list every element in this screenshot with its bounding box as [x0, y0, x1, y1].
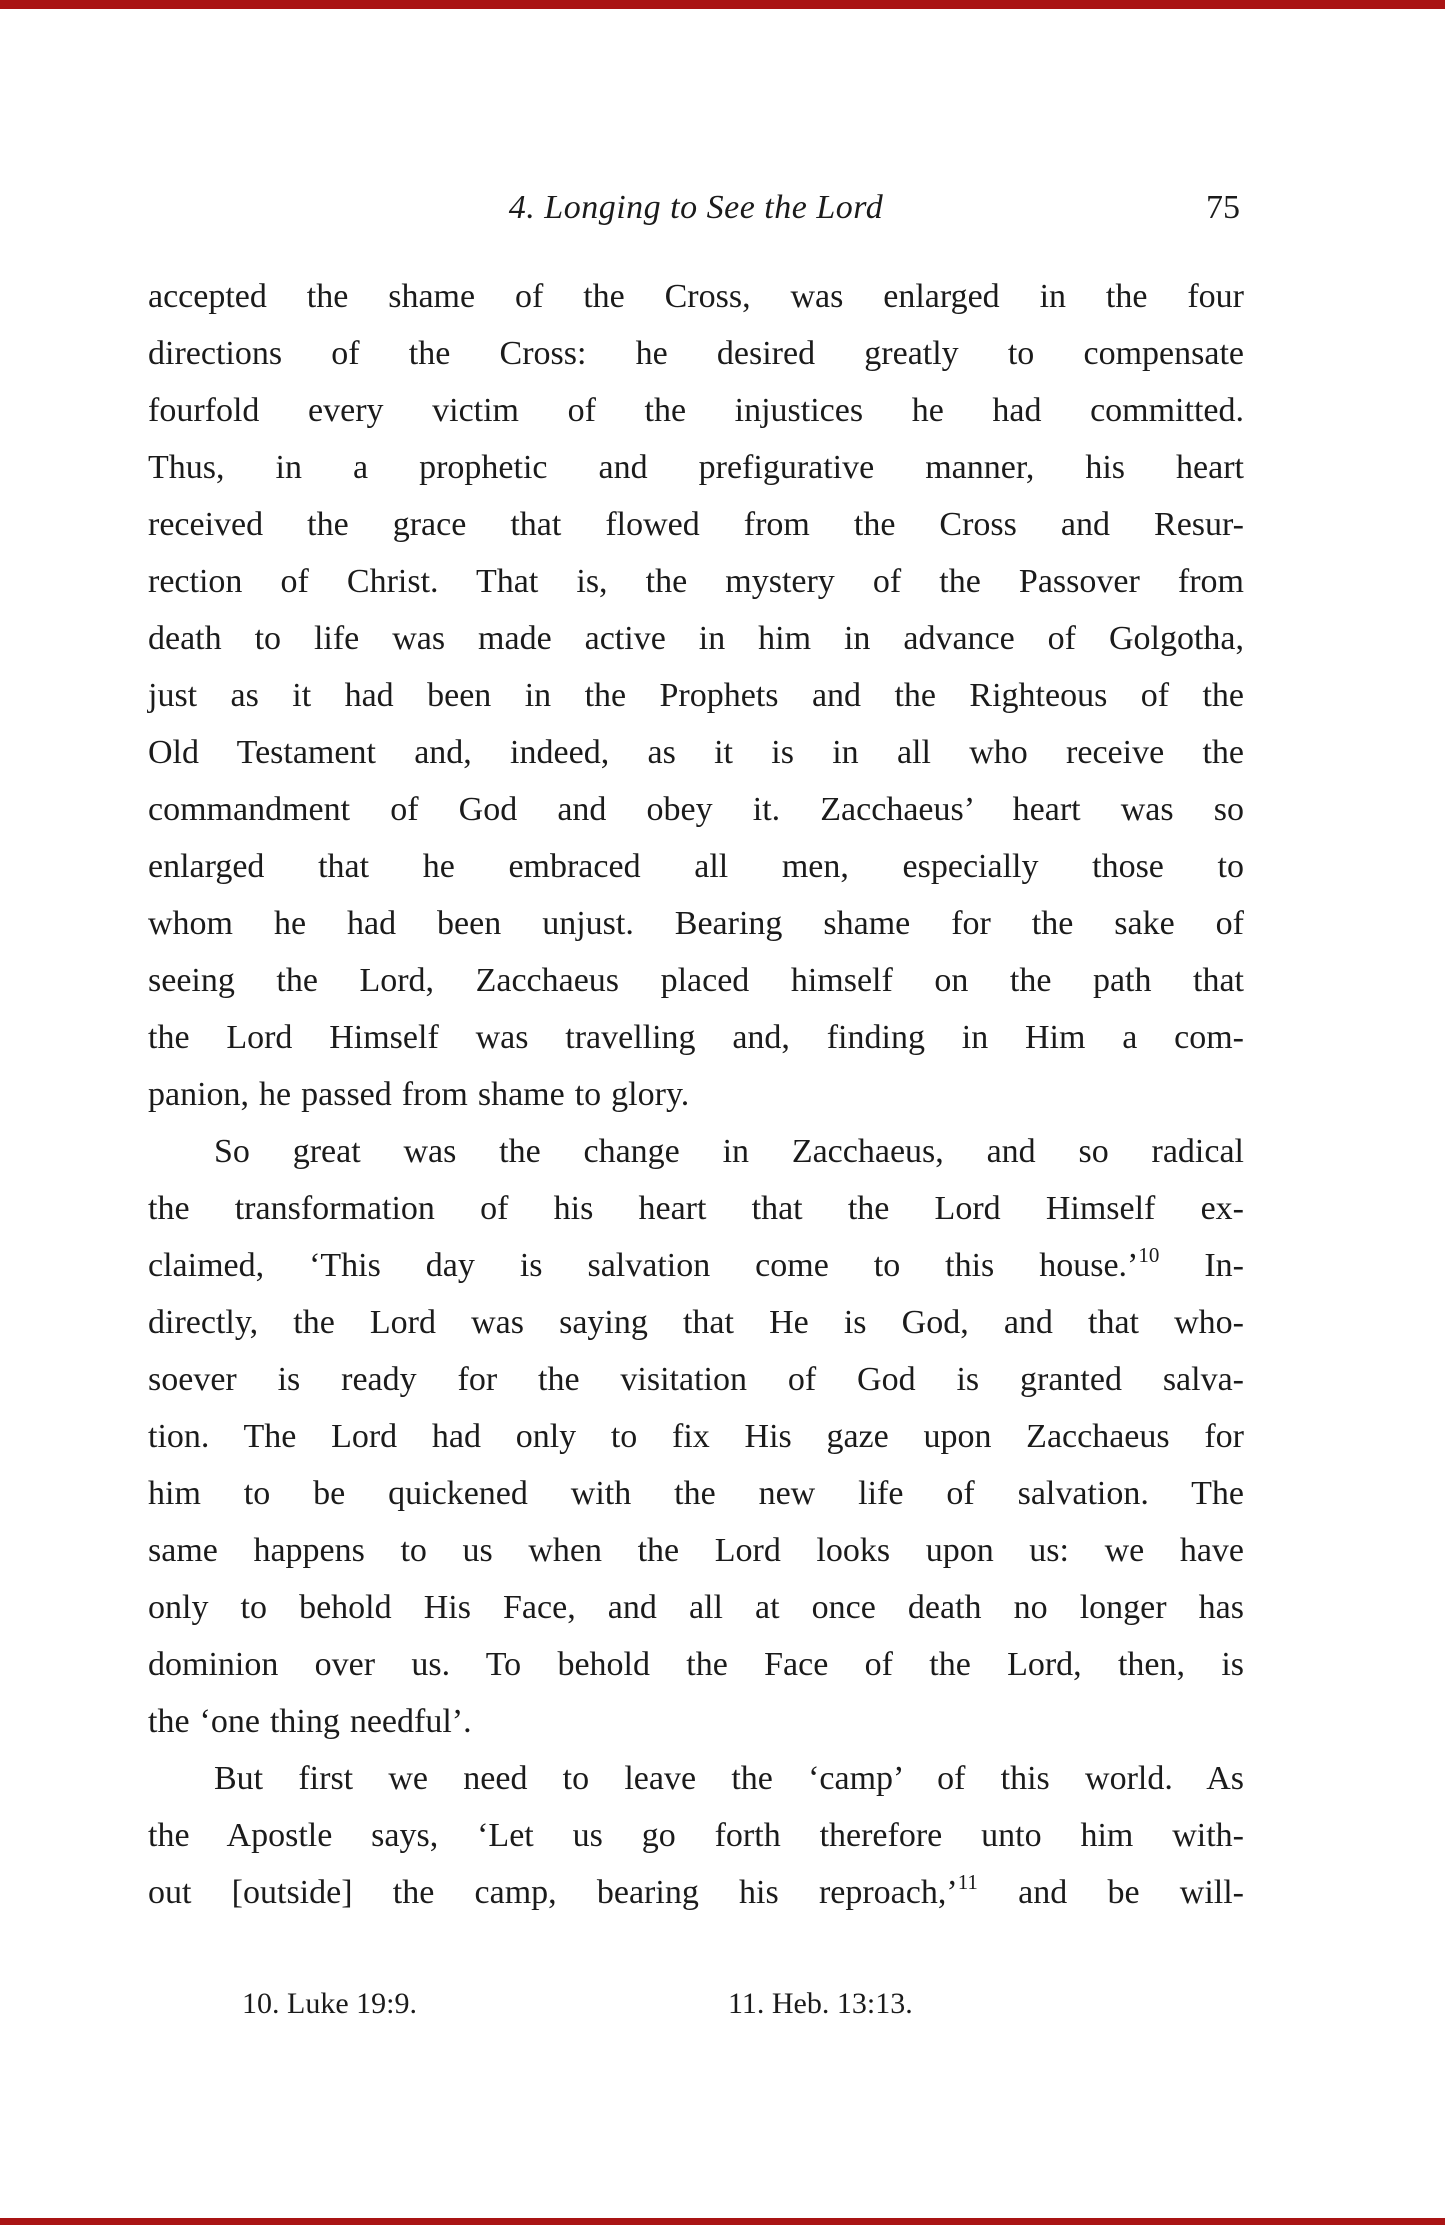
text-line: just as it had been in the Prophets and the Righteous of the	[148, 677, 1244, 714]
footnote-11: 11. Heb. 13:13.	[728, 1987, 913, 2020]
text-line: the ‘one thing needful’.	[148, 1703, 472, 1740]
text-line: the transformation of his heart that the Lord Himself ex-	[148, 1190, 1244, 1227]
body-text	[148, 268, 1244, 1921]
text-line: claimed, ‘This day is salvation come to this house.’$^{10}$ In-	[148, 1243, 1244, 1284]
text-line: rection of Christ. That is, the mystery of the Passover from	[148, 563, 1244, 600]
text-line: directions of the Cross: he desired greatly to compensate	[148, 335, 1244, 372]
footnote-marker: 10	[1138, 1243, 1160, 1267]
text-line: the Lord Himself was travelling and, finding in Him a com-	[148, 1019, 1244, 1056]
text-line: directly, the Lord was saying that He is God, and that who-	[148, 1304, 1244, 1341]
scan-edge-bar-bottom	[0, 2218, 1445, 2225]
text-line: tion. The Lord had only to fix His gaze upon Zacchaeus for	[148, 1418, 1244, 1455]
text-line: same happens to us when the Lord looks upon us: we have	[148, 1532, 1244, 1569]
text-line: received the grace that flowed from the Cross and Resur-	[148, 506, 1244, 543]
text-line: commandment of God and obey it. Zacchaeus’ heart was so	[148, 791, 1244, 828]
page-number: 75	[1206, 189, 1240, 226]
footnote-marker: 11	[957, 1870, 978, 1894]
footnote-10: 10. Luke 19:9.	[242, 1987, 417, 2020]
text-line: But first we need to leave the ‘camp’ of this world. As	[214, 1760, 1244, 1797]
text-line: accepted the shame of the Cross, was enlarged in the four	[148, 278, 1244, 315]
text-line: only to behold His Face, and all at once death no longer has	[148, 1589, 1244, 1626]
chapter-title: 4. Longing to See the Lord	[508, 189, 884, 226]
text-line: soever is ready for the visitation of God is granted salva-	[148, 1361, 1244, 1398]
text-line: dominion over us. To behold the Face of the Lord, then, is	[148, 1646, 1244, 1683]
text-line: seeing the Lord, Zacchaeus placed himself on the path that	[148, 962, 1244, 999]
text-line: Thus, in a prophetic and prefigurative manner, his heart	[148, 449, 1244, 486]
text-line: out [outside] the camp, bearing his reproach,’$^{11}$ and be will-	[148, 1870, 1244, 1911]
text-line: enlarged that he embraced all men, especially those to	[148, 848, 1244, 885]
running-header	[148, 186, 1244, 230]
text-line: panion, he passed from shame to glory.	[148, 1076, 690, 1113]
text-line: whom he had been unjust. Bearing shame for the sake of	[148, 905, 1244, 942]
text-line: fourfold every victim of the injustices he had committed.	[148, 392, 1244, 429]
text-line: So great was the change in Zacchaeus, and so radical	[214, 1133, 1244, 1170]
text-line: the Apostle says, ‘Let us go forth therefore unto him with-	[148, 1817, 1244, 1854]
text-line: Old Testament and, indeed, as it is in all who receive the	[148, 734, 1244, 771]
scan-edge-bar-top	[0, 0, 1445, 9]
footnotes	[148, 1984, 1244, 2028]
text-line: death to life was made active in him in advance of Golgotha,	[148, 620, 1244, 657]
text-line: him to be quickened with the new life of salvation. The	[148, 1475, 1244, 1512]
